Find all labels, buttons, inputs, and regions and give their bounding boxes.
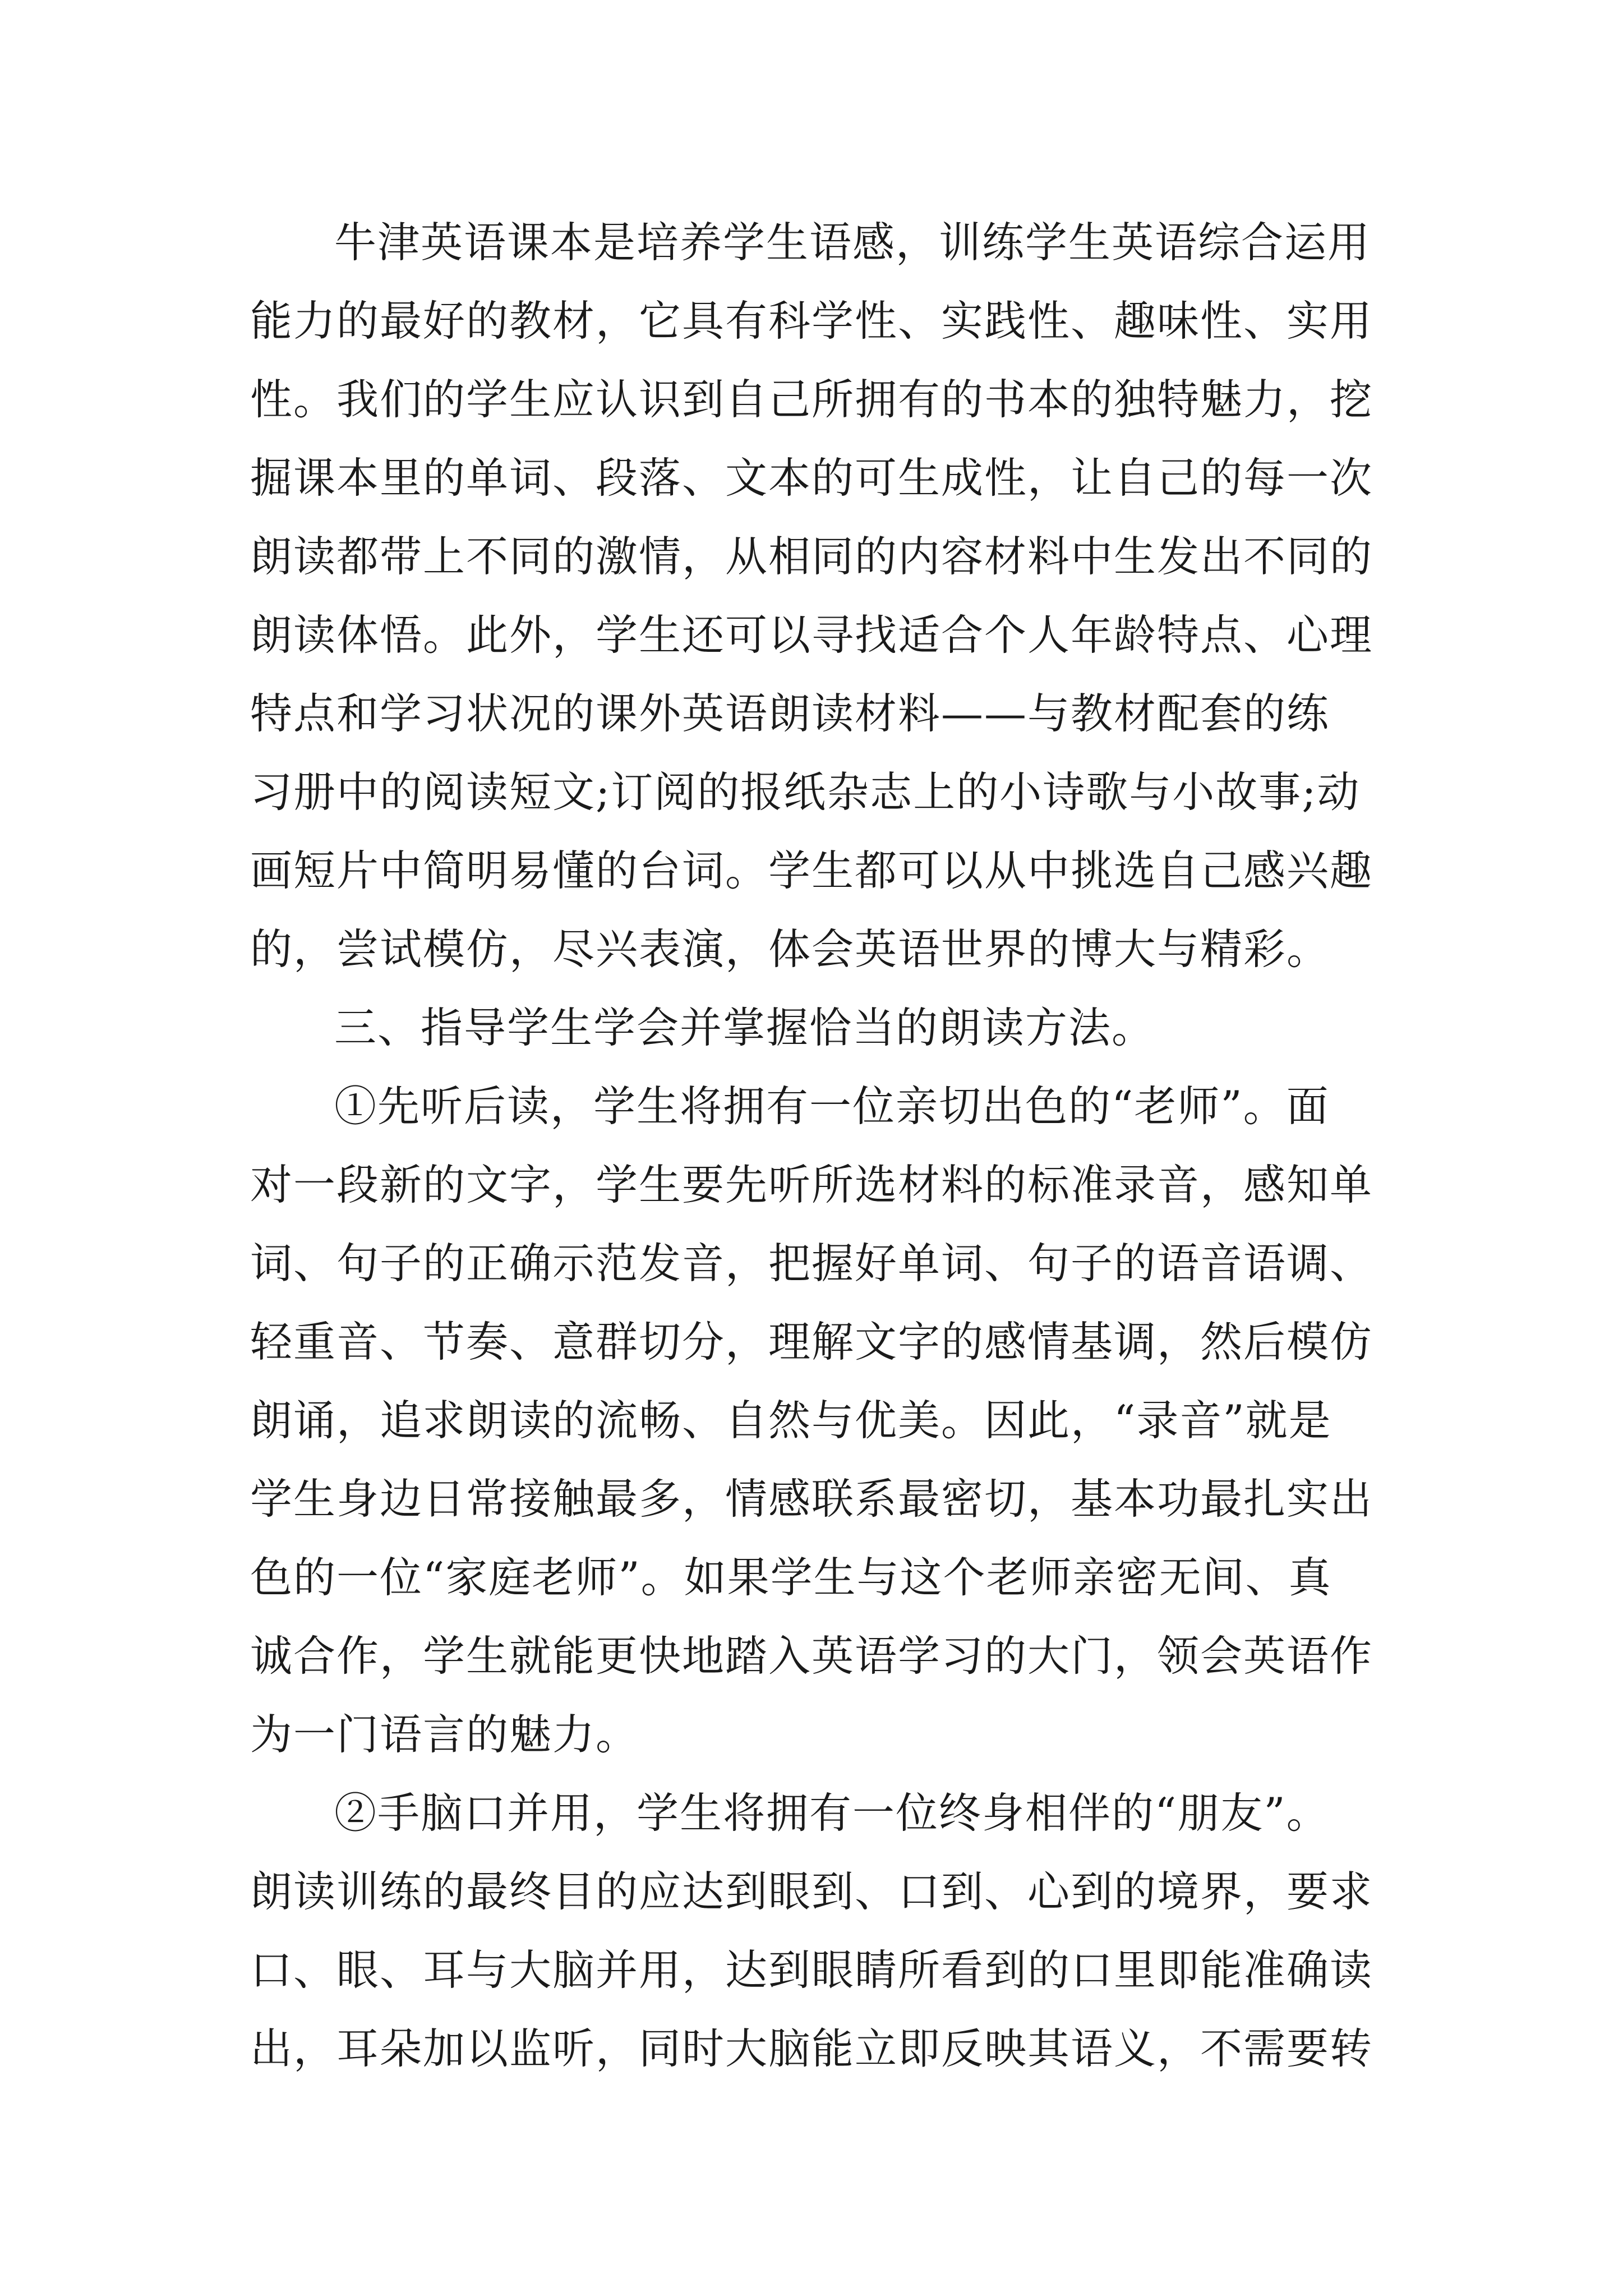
text-line: 牛津英语课本是培养学生语感，训练学生英语综合运用 [334,218,1371,267]
text-line: 词、句子的正确示范发音，把握好单词、句子的语音语调、 [250,1239,1373,1288]
text-line: 画短片中简明易懂的台词。学生都可以从中挑选自己感兴趣 [250,846,1373,895]
text-line: 色的一位“家庭老师”。如果学生与这个老师亲密无间、真 [250,1553,1332,1602]
text-line: 出，耳朵加以监听，同时大脑能立即反映其语义，不需要转 [250,2024,1373,2073]
section-heading: 三、指导学生学会并掌握恰当的朗读方法。 [334,1003,1155,1052]
text-line: 学生身边日常接触最多，情感联系最密切，基本功最扎实出 [250,1474,1373,1524]
text-line: 习册中的阅读短文;订阅的报纸杂志上的小诗歌与小故事;动 [250,767,1361,817]
text-line: 掘课本里的单词、段落、文本的可生成性，让自己的每一次 [250,453,1373,503]
text-line: 轻重音、节奏、意群切分，理解文字的感情基调，然后模仿 [250,1317,1373,1366]
text-line: 口、眼、耳与大脑并用，达到眼睛所看到的口里即能准确读 [250,1945,1373,1995]
text-line: 的，尝试模仿，尽兴表演，体会英语世界的博大与精彩。 [250,924,1330,974]
text-line: 诚合作，学生就能更快地踏入英语学习的大门，领会英语作 [250,1631,1373,1681]
text-line: 朗读训练的最终目的应达到眼到、口到、心到的境界，要求 [250,1867,1373,1916]
text-line: 能力的最好的教材，它具有科学性、实践性、趣味性、实用 [250,296,1373,346]
text-line: 朗读体悟。此外，学生还可以寻找适合个人年龄特点、心理 [250,610,1373,660]
text-line: ①先听后读，学生将拥有一位亲切出色的“老师”。面 [334,1082,1330,1131]
text-line: 为一门语言的魅力。 [250,1710,639,1759]
text-line: 特点和学习状况的课外英语朗读材料——与教材配套的练 [250,689,1330,738]
text-line: 朗读都带上不同的激情，从相同的内容材料中生发出不同的 [250,532,1373,581]
text-line: ②手脑口并用，学生将拥有一位终身相伴的“朋友”。 [334,1788,1330,1838]
text-line: 对一段新的文字，学生要先听所选材料的标准录音，感知单 [250,1160,1373,1209]
text-line: 性。我们的学生应认识到自己所拥有的书本的独特魅力，挖 [250,375,1373,424]
text-line: 朗诵，追求朗读的流畅、自然与优美。因此，“录音”就是 [250,1396,1332,1445]
